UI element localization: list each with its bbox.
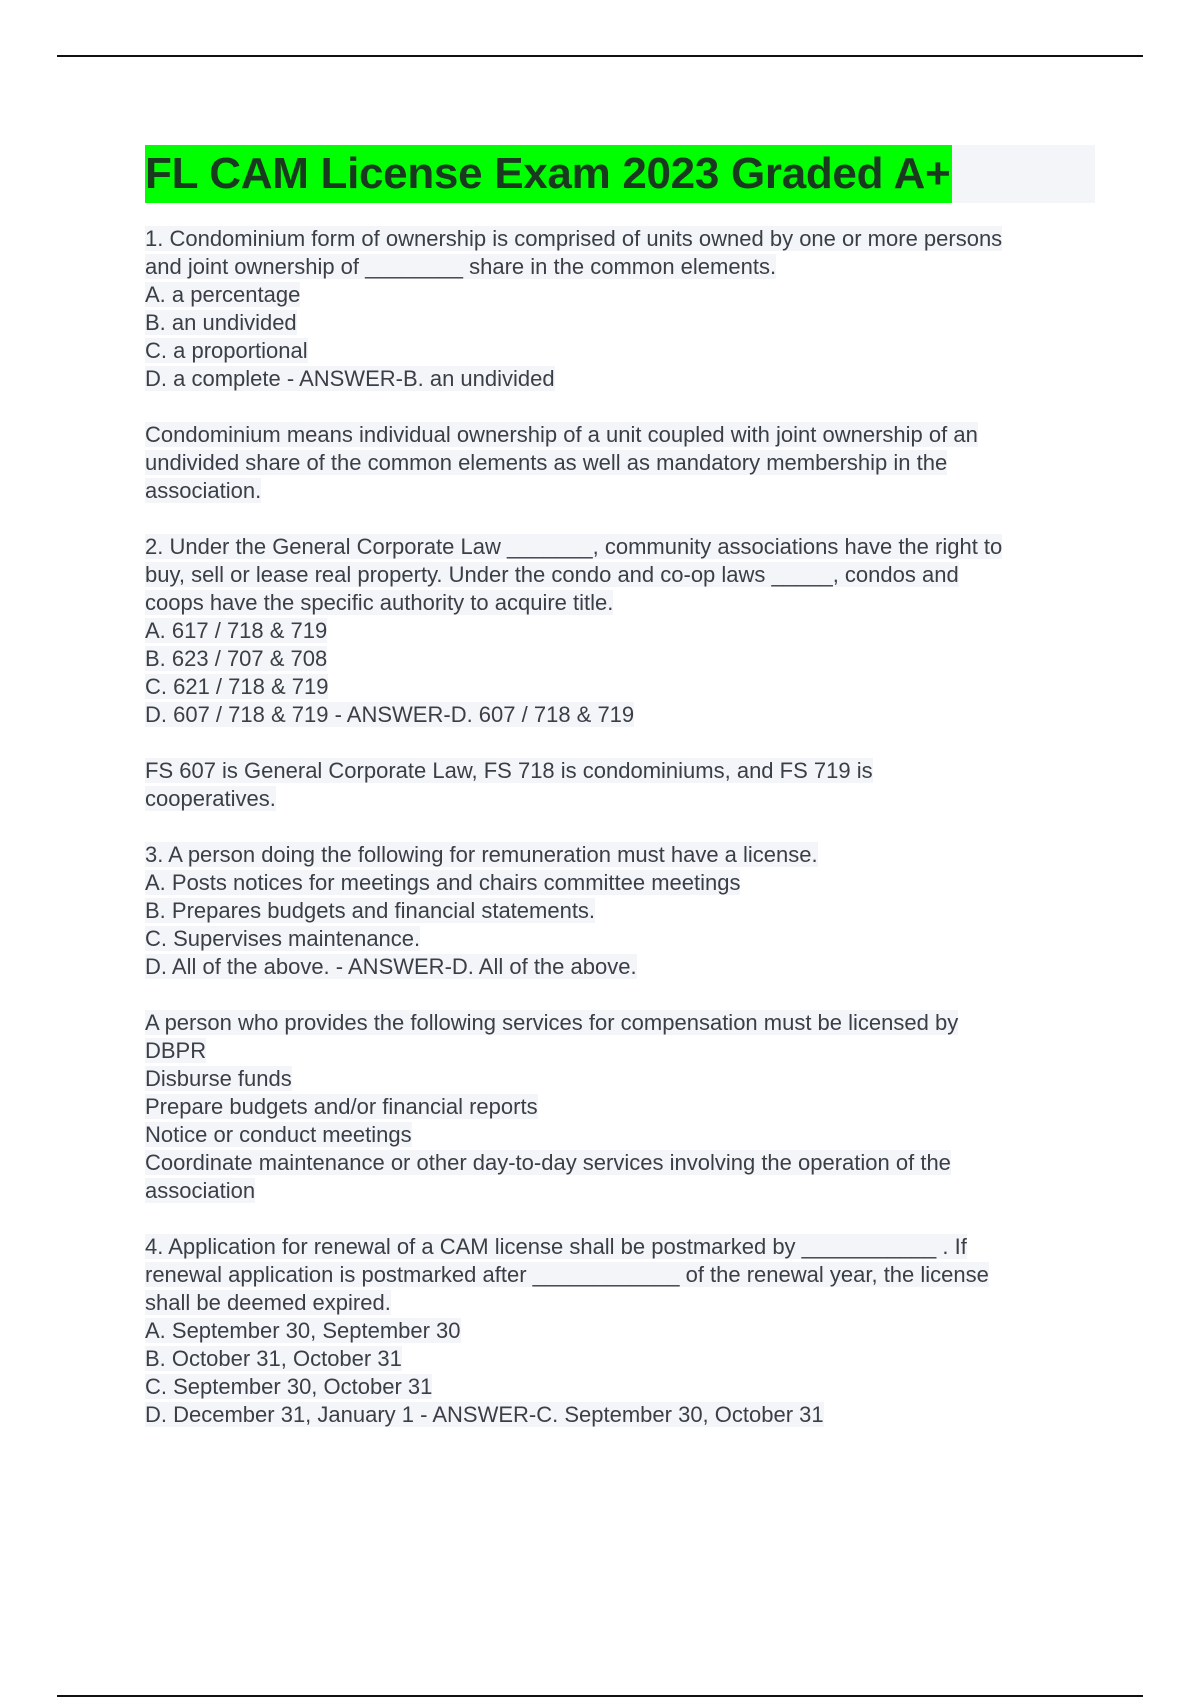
document-body <box>145 145 1095 1457</box>
text-line: FS 607 is General Corporate Law, FS 718 is condominiums, and FS 719 is <box>145 758 873 783</box>
option-d-answer: D. All of the above. - ANSWER-D. All of the above. <box>145 954 637 979</box>
explanation-3 <box>145 1009 1095 1205</box>
option-c: C. a proportional <box>145 338 308 363</box>
question-list <box>145 225 1095 1429</box>
text-line: coops have the specific authority to acquire title. <box>145 590 614 615</box>
document-title: FL CAM License Exam 2023 Graded A+ <box>145 145 952 203</box>
question-1 <box>145 225 1095 393</box>
text-line: DBPR <box>145 1038 207 1063</box>
option-a: A. September 30, September 30 <box>145 1318 461 1343</box>
text-line: renewal application is postmarked after ____________ of the renewal year, the license <box>145 1262 989 1287</box>
text-line: A person who provides the following services for compensation must be licensed by <box>145 1010 959 1035</box>
option-c: C. 621 / 718 & 719 <box>145 674 329 699</box>
text-line: 3. A person doing the following for remuneration must have a license. <box>145 842 818 867</box>
text-line: 4. Application for renewal of a CAM license shall be postmarked by ___________ . If <box>145 1234 967 1259</box>
option-b: B. Prepares budgets and financial statements. <box>145 898 596 923</box>
text-line: association <box>145 1178 256 1203</box>
option-b: B. an undivided <box>145 310 297 335</box>
option-b: B. 623 / 707 & 708 <box>145 646 328 671</box>
option-d-answer: D. December 31, January 1 - ANSWER-C. September 30, October 31 <box>145 1402 824 1427</box>
page-header-rule <box>57 55 1143 57</box>
question-3 <box>145 841 1095 981</box>
question-4 <box>145 1233 1095 1429</box>
option-a: A. Posts notices for meetings and chairs committee meetings <box>145 870 741 895</box>
option-d-answer: D. 607 / 718 & 719 - ANSWER-D. 607 / 718 & 719 <box>145 702 635 727</box>
explanation-2 <box>145 757 1095 813</box>
option-a: A. 617 / 718 & 719 <box>145 618 328 643</box>
page-footer-rule <box>57 1695 1143 1697</box>
option-d-answer: D. a complete - ANSWER-B. an undivided <box>145 366 555 391</box>
option-c: C. September 30, October 31 <box>145 1374 433 1399</box>
text-line: Coordinate maintenance or other day-to-day services involving the operation of the <box>145 1150 951 1175</box>
title-banner <box>145 145 1095 203</box>
explanation-1 <box>145 421 1095 505</box>
option-c: C. Supervises maintenance. <box>145 926 421 951</box>
text-line: Prepare budgets and/or financial reports <box>145 1094 538 1119</box>
text-line: and joint ownership of ________ share in the common elements. <box>145 254 777 279</box>
text-line: cooperatives. <box>145 786 276 811</box>
text-line: 2. Under the General Corporate Law _______, community associations have the right to <box>145 534 1003 559</box>
option-b: B. October 31, October 31 <box>145 1346 402 1371</box>
text-line: Notice or conduct meetings <box>145 1122 412 1147</box>
text-line: buy, sell or lease real property. Under the condo and co-op laws _____, condos and <box>145 562 959 587</box>
text-line: Condominium means individual ownership of a unit coupled with joint ownership of an <box>145 422 978 447</box>
option-a: A. a percentage <box>145 282 301 307</box>
question-2 <box>145 533 1095 729</box>
text-line: undivided share of the common elements as well as mandatory membership in the <box>145 450 948 475</box>
text-line: association. <box>145 478 262 503</box>
text-line: shall be deemed expired. <box>145 1290 391 1315</box>
text-line: 1. Condominium form of ownership is comprised of units owned by one or more persons <box>145 226 1003 251</box>
text-line: Disburse funds <box>145 1066 292 1091</box>
